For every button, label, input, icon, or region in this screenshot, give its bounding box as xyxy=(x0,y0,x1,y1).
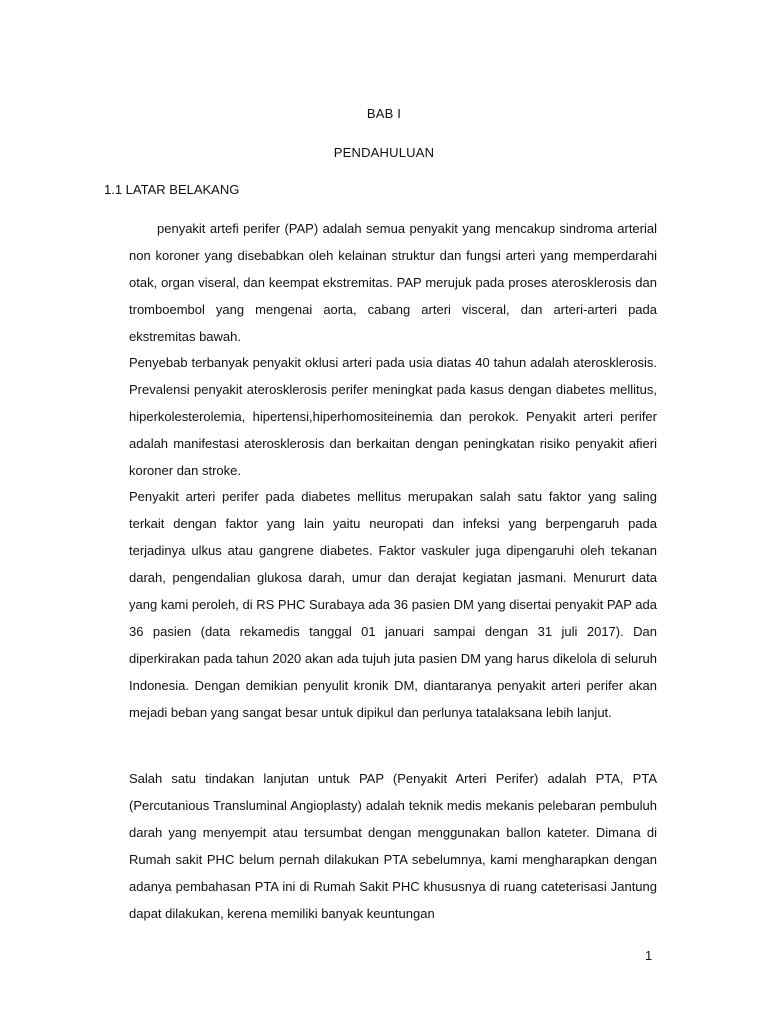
paragraph-4: Salah satu tindakan lanjutan untuk PAP (Penyakit Arteri Perifer) adalah PTA, PTA (Percutanious Transluminal Angioplasty) adalah teknik medis mekanis pelebaran pembuluh darah yang menyempit atau tersumbat dengan menggunakan ballon kateter. Dimana di Rumah sakit PHC belum pernah dilakukan PTA sebelumnya, kami mengharapkan dengan adanya pembahasan PTA ini di Rumah Sakit PHC khususnya di ruang cateterisasi Jantung dapat dilakukan, kerena memiliki banyak keuntungan xyxy=(129,771,657,921)
paragraph-2: Penyebab terbanyak penyakit oklusi arteri pada usia diatas 40 tahun adalah aterosklerosis. Prevalensi penyakit aterosklerosis perifer meningkat pada kasus dengan diabetes mellitus, hiperkolesterolemia, hipertensi,hiperhomositeinemia dan perokok. Penyakit arteri perifer adalah manifestasi aterosklerosis dan berkaitan dengan peningkatan risiko penyakit afieri koroner dan stroke. xyxy=(129,355,657,478)
paragraph-3: Penyakit arteri perifer pada diabetes mellitus merupakan salah satu faktor yang saling terkait dengan faktor yang lain yaitu neuropati dan infeksi yang berpengaruh pada terjadinya ulkus atau gangrene diabetes. Faktor vaskuler juga dipengaruhi oleh tekanan darah, pengendalian glukosa darah, umur dan derajat kegiatan jasmani. Menururt data yang kami peroleh, di RS PHC Surabaya ada 36 pasien DM yang disertai penyakit PAP ada 36 pasien (data rekamedis tanggal 01 januari sampai dengan 31 juli 2017). Dan diperkirakan pada tahun 2020 akan ada tujuh juta pasien DM yang harus dikelola di seluruh Indonesia. Dengan demikian penyulit kronik DM, diantaranya penyakit arteri perifer akan mejadi beban yang sangat besar untuk dipikul dan perlunya tatalaksana lebih lanjut. xyxy=(129,489,657,720)
section-heading: 1.1 LATAR BELAKANG xyxy=(104,182,240,197)
chapter-title: PENDAHULUAN xyxy=(333,145,435,160)
chapter-label: BAB I xyxy=(366,106,402,121)
page-number: 1 xyxy=(645,948,653,963)
paragraph-1: penyakit artefi perifer (PAP) adalah semua penyakit yang mencakup sindroma arterial non koroner yang disebabkan oleh kelainan struktur dan fungsi arteri yang memperdarahi otak, organ viseral, dan keempat ekstremitas. PAP merujuk pada proses aterosklerosis dan tromboembol yang mengenai aorta, cabang arteri visceral, dan arteri-arteri pada ekstremitas bawah. xyxy=(129,221,657,344)
